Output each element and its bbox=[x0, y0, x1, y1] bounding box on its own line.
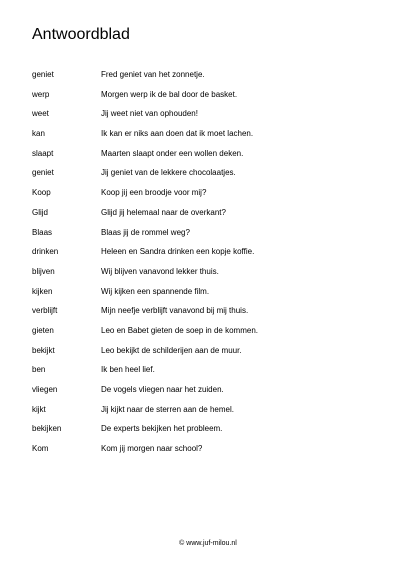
answer-word: geniet bbox=[32, 168, 54, 178]
answer-word: Kom bbox=[32, 444, 49, 454]
answer-row bbox=[0, 301, 416, 321]
answer-row bbox=[0, 419, 416, 439]
answer-word: Glijd bbox=[32, 207, 49, 217]
answer-sentence: Kom jij morgen naar school? bbox=[101, 444, 203, 454]
answer-word: vliegen bbox=[32, 385, 58, 394]
answer-sentence: Ik ben heel lief. bbox=[101, 365, 155, 375]
answer-sentence: Glijd jij helemaal naar de overkant? bbox=[101, 207, 226, 217]
answer-word: verblijft bbox=[32, 306, 58, 316]
answer-row bbox=[0, 223, 416, 243]
answer-row bbox=[0, 341, 416, 361]
answer-word: ben bbox=[32, 365, 46, 375]
answer-row bbox=[0, 360, 416, 380]
answer-row bbox=[0, 439, 416, 459]
answer-sentence: Jij weet niet van ophouden! bbox=[101, 109, 198, 119]
answer-word: drinken bbox=[32, 247, 59, 257]
answer-row bbox=[0, 282, 416, 302]
answer-row bbox=[0, 104, 416, 124]
answer-word: weet bbox=[32, 109, 49, 119]
answer-word: Blaas bbox=[32, 227, 53, 237]
answer-row bbox=[0, 400, 416, 420]
answer-row bbox=[0, 183, 416, 203]
answer-word: Koop bbox=[32, 188, 51, 198]
footer-copyright: © www.juf-milou.nl bbox=[179, 540, 237, 547]
answer-sentence: Mijn neefje verblijft vanavond bij mij thuis. bbox=[101, 306, 249, 316]
answer-sentence: Maarten slaapt onder een wollen deken. bbox=[101, 148, 244, 158]
answer-row bbox=[0, 321, 416, 341]
answer-row bbox=[0, 380, 416, 400]
answer-sentence: Fred geniet van het zonnetje. bbox=[101, 70, 205, 79]
answer-sentence: Leo en Babet gieten de soep in de kommen. bbox=[101, 325, 258, 335]
answer-sentence: Jij kijkt naar de sterren aan de hemel. bbox=[101, 404, 234, 414]
answer-sentence: Leo bekijkt de schilderijen aan de muur. bbox=[101, 345, 242, 355]
answer-sentence: Wij blijven vanavond lekker thuis. bbox=[101, 266, 219, 276]
answer-list bbox=[0, 65, 416, 459]
answer-word: kijken bbox=[32, 286, 53, 296]
answer-sentence: De vogels vliegen naar het zuiden. bbox=[101, 385, 224, 394]
answer-row bbox=[0, 242, 416, 262]
answer-word: werp bbox=[32, 89, 50, 99]
answer-row bbox=[0, 124, 416, 144]
answer-sentence: Heleen en Sandra drinken een kopje koffie. bbox=[101, 247, 255, 257]
answer-word: geniet bbox=[32, 70, 54, 79]
answer-word: gieten bbox=[32, 325, 54, 335]
answer-row bbox=[0, 65, 416, 85]
answer-word: kan bbox=[32, 129, 45, 139]
answer-row bbox=[0, 163, 416, 183]
answer-row bbox=[0, 203, 416, 223]
answer-sentence: Jij geniet van de lekkere chocolaatjes. bbox=[101, 168, 236, 178]
answer-row bbox=[0, 85, 416, 105]
answer-sentence: De experts bekijken het probleem. bbox=[101, 424, 223, 434]
answer-row bbox=[0, 144, 416, 164]
answer-sentence: Ik kan er niks aan doen dat ik moet lachen. bbox=[101, 129, 254, 139]
answer-sentence: Blaas jij de rommel weg? bbox=[101, 227, 190, 237]
answer-sentence: Koop jij een broodje voor mij? bbox=[101, 188, 207, 198]
answer-word: bekijkt bbox=[32, 345, 55, 355]
answer-word: bekijken bbox=[32, 424, 62, 434]
answer-sentence: Wij kijken een spannende film. bbox=[101, 286, 210, 296]
answer-word: kijkt bbox=[32, 404, 46, 414]
answer-word: slaapt bbox=[32, 148, 54, 158]
answer-word: blijven bbox=[32, 266, 55, 276]
page-title: Antwoordblad bbox=[32, 26, 130, 43]
answer-row bbox=[0, 262, 416, 282]
answer-sentence: Morgen werp ik de bal door de basket. bbox=[101, 89, 238, 99]
